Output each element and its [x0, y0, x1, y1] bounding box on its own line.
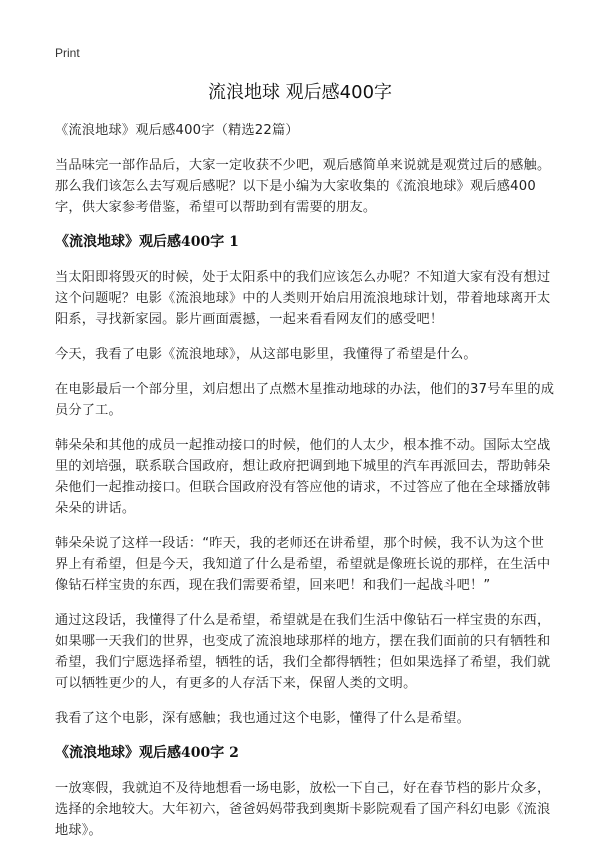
section-1-paragraph-2: 今天，我看了电影《流浪地球》，从这部电影里，我懂得了希望是什么。	[55, 347, 477, 362]
intro-paragraph: 当品味完一部作品后，大家一定收获不少吧，观后感简单来说就是观赏过后的感触。那么我们该怎么去写观后感呢？以下是小编为大家收集的《流浪地球》观后感400字，供大家参考借鉴，希望可以帮助到有需要的朋友。	[55, 158, 551, 215]
section-1-paragraph-4: 韩朵朵和其他的成员一起推动接口的时候，他们的人太少，根本推不动。国际太空战里的刘培强，联系联合国政府，想让政府把调到地下城里的汽车再派回去，帮助韩朵朵他们一起推动接口。但联合国政府没有答应他的请求，不过答应了他在全球播放韩朵朵的讲话。	[55, 438, 551, 516]
article-subtitle: 《流浪地球》观后感400字（精选22篇）	[55, 123, 299, 138]
section-1-paragraph-6: 通过这段话，我懂得了什么是希望，希望就是在我们生活中像钻石一样宝贵的东西，如果哪一天我们的世界，也变成了流浪地球那样的地方，摆在我们面前的只有牺牲和希望，我们宁愿选择希望，牺牲的话，我们全都得牺牲；但如果选择了希望，我们就可以牺牲更少的人，有更多的人存活下来，保留人类的文明。	[55, 613, 551, 691]
section-1-paragraph-7: 我看了这个电影，深有感触；我也通过这个电影，懂得了什么是希望。	[55, 711, 471, 726]
article-body	[55, 120, 555, 855]
section-1-paragraph-5: 韩朵朵说了这样一段话：“昨天，我的老师还在讲希望，那个时候，我不认为这个世界上有希望，但是今天，我知道了什么是希望，希望就是像班长说的那样，在生活中像钻石样宝贵的东西，现在我们需要希望，回来吧！和我们一起战斗吧！”	[55, 536, 551, 593]
section-2-paragraph-1: 一放寒假，我就迫不及待地想看一场电影，放松一下自己，好在春节档的影片众多，选择的余地较大。大年初六，爸爸妈妈带我到奥斯卡影院观看了国产科幻电影《流浪地球》。	[55, 781, 551, 838]
print-link[interactable]: Print	[55, 46, 80, 60]
section-1-paragraph-1: 当太阳即将毁灭的时候，处于太阳系中的我们应该怎么办呢？不知道大家有没有想过这个问题呢？电影《流浪地球》中的人类则开始启用流浪地球计划，带着地球离开太阳系，寻找新家园。影片画面震撼，一起来看看网友们的感受吧！	[55, 270, 551, 327]
section-heading-2: 《流浪地球》观后感400字 2	[55, 745, 239, 761]
section-heading-1: 《流浪地球》观后感400字 1	[55, 234, 239, 250]
page-title: 流浪地球 观后感400字	[207, 82, 393, 103]
section-1-paragraph-3: 在电影最后一个部分里，刘启想出了点燃木星推动地球的办法，他们的37号车里的成员分了工。	[55, 382, 555, 418]
